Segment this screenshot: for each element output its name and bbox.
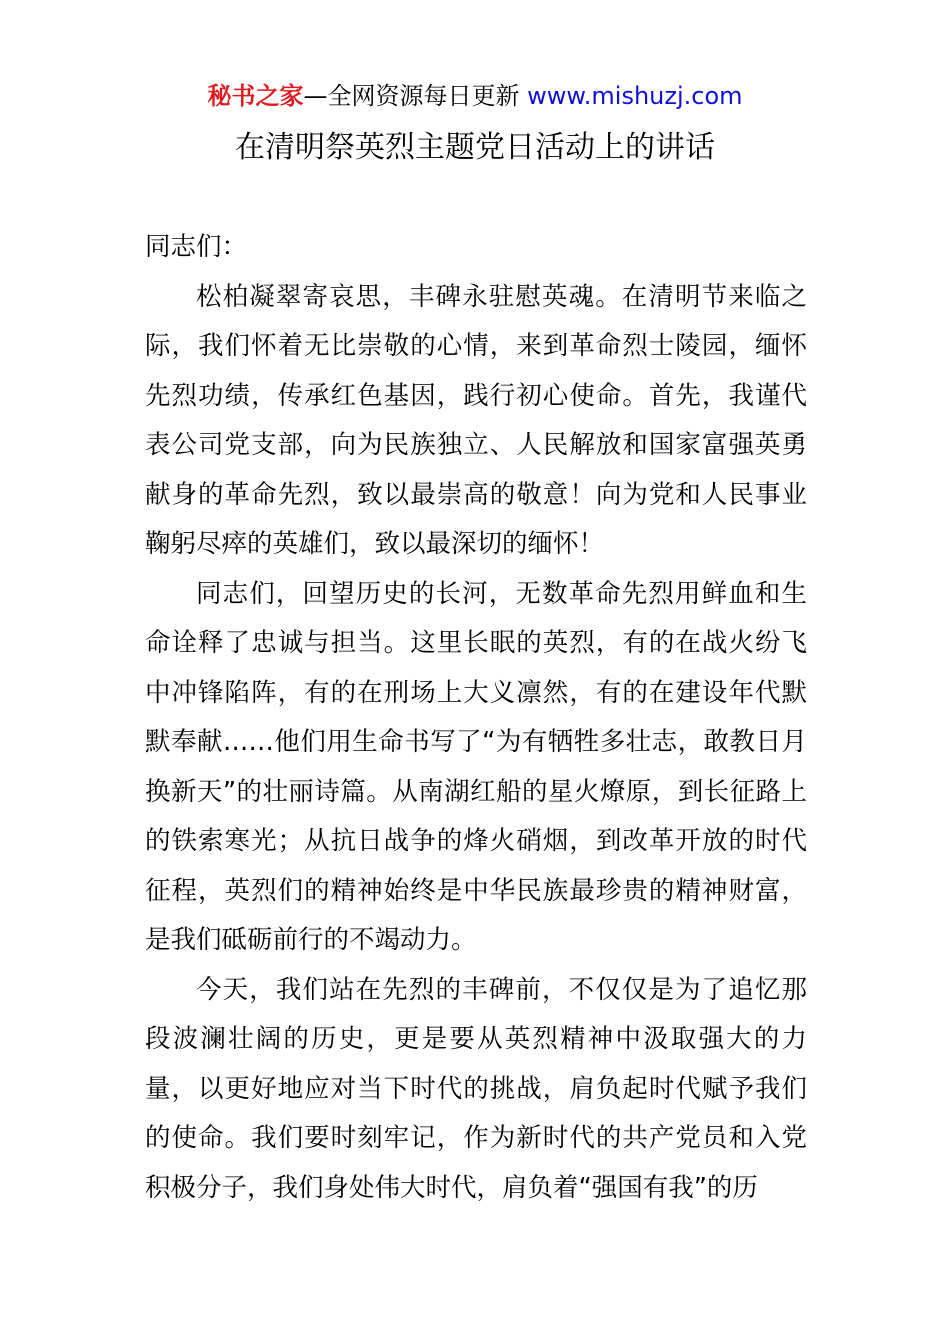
- site-url-link[interactable]: www.mishuzj.com: [527, 82, 743, 110]
- paragraph-3: 今天，我们站在先烈的丰碑前，不仅仅是为了追忆那段波澜壮阔的历史，更是要从英烈精神中汲取强大的力量，以更好地应对当下时代的挑战，肩负起时代赋予我们的使命。我们要时刻牢记，作为新时代的共产党员和入党积极分子，我们身处伟大时代，肩负着“强国有我”的历: [145, 974, 807, 1203]
- salutation: 同志们：: [145, 232, 248, 262]
- paragraph-2: 同志们，回望历史的长河，无数革命先烈用鲜血和生命诠释了忠诚与担当。这里长眠的英烈，有的在战火纷飞中冲锋陷阵，有的在刑场上大义凛然，有的在建设年代默默奉献……他们用生命书写了“为有牺牲多壮志，敢教日月换新天”的壮丽诗篇。从南湖红船的星火燎原，到长征路上的铁索寒光；从抗日战争的烽火硝烟，到改革开放的时代征程，英烈们的精神始终是中华民族最珍贵的精神财富，是我们砥砺前行的不竭动力。: [145, 578, 807, 955]
- document-body: [145, 223, 807, 1213]
- header-tagline: —全网资源每日更新: [303, 82, 520, 110]
- document-title: 在清明祭英烈主题党日活动上的讲话: [235, 130, 715, 165]
- paragraph-1: 松柏凝翠寄哀思，丰碑永驻慰英魂。在清明节来临之际，我们怀着无比崇敬的心情，来到革命烈士陵园，缅怀先烈功绩，传承红色基因，践行初心使命。首先，我谨代表公司党支部，向为民族独立、人民解放和国家富强英勇献身的革命先烈，致以最崇高的敬意！向为党和人民事业鞠躬尽瘁的英雄们，致以最深切的缅怀！: [145, 281, 807, 559]
- brand-name: 秘书之家: [207, 82, 304, 110]
- site-header: [0, 80, 950, 112]
